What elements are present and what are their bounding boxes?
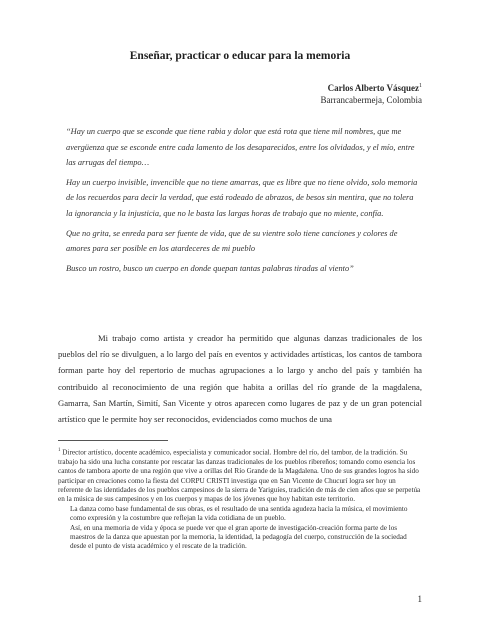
footnote-paragraph: Así, en una memoria de vida y época se puede ver que el gran aporte de investigación-creación forma parte de los maestros de la danza que apuestan por la memoria, la identidad, la pedagogía del cuerpo, construcción de la sociedad desde el punto de vista académico y el rescate de la tradición. xyxy=(70,523,407,551)
epigraph-paragraph: Que no grita, se enreda para ser fuente de vida, que de su vientre solo tiene canciones y colores de amores para ser posible en los atardeceres de mi pueblo xyxy=(66,228,398,254)
author-location: Barrancabermeja, Colombia xyxy=(320,95,422,105)
author-name-line xyxy=(321,80,422,94)
footnote-paragraph: La danza como base fundamental de sus obras, es el resultado de una sentida agudeza hacia la música, el movimiento como expresión y la costumbre que reflejan la vida cotidiana de un pueblo. xyxy=(70,504,408,523)
epigraph-paragraph: Busco un rostro, busco un cuerpo en donde quepan tantas palabras tiradas al viento” xyxy=(66,263,354,273)
footnote-separator xyxy=(58,440,168,441)
footnote-mark: 1 xyxy=(58,448,61,453)
footnote-text: Director artístico, docente académico, especialista y comunicador social. Hombre del río, del tambor, de la tradición. Su trabajo ha sido una lucha constante por rescatar las danzas tradicionales de los pueblos ribereños; tomando como esencia los cantos de tambora aporte de una región que vive a orillas del Río Grande de la Magdalena. Uno de sus grandes logros ha sido participar en creaciones como la fiesta del CORPU CRISTI investiga que en San Vicente de Chucurí logra ser hoy un referente de las identidades de los pueblos campesinos de la sierra de Yariguíes, tradición de más de cien años que se perpetúa en la música de sus campesinos y en los cuerpos y mapas de los jóvenes que hoy habitan este territorio. xyxy=(58,448,421,504)
epigraph xyxy=(66,124,418,280)
author-block xyxy=(321,80,422,106)
epigraph-paragraph: “Hay un cuerpo que se esconde que tiene rabia y dolor que está rota que tiene mil nombres, que me avergüenza que se esconde entre cada lamento de los desaparecidos, entre los olvidados, y el mío, entre las arrugas del tiempo… xyxy=(66,127,415,168)
body-paragraph: Mi trabajo como artista y creador ha permitido que algunas danzas tradicionales de los pueblos del río se divulguen, a lo largo del país en eventos y actividades artísticas, los cantos de tambora forman parte hoy del repertorio de muchas agrupaciones a lo largo y ancho del país y también ha contribuido al reconocimiento de una región que habita a orillas del río grande de la magdalena, Gamarra, San Martín, Simití, San Vicente y otros aparecen como lugares de paz y de un gran potencial artístico que le permite hoy ser reconocidos, evidenciados como muchos de una xyxy=(58,333,422,425)
author-footnote-mark: 1 xyxy=(419,83,422,89)
page-number: 1 xyxy=(417,594,422,604)
body-text xyxy=(58,330,422,427)
footnote-paragraph xyxy=(58,446,422,505)
epigraph-paragraph: Hay un cuerpo invisible, invencible que no tiene amarras, que es libre que no tiene olvido, solo memoria de los recuerdos para decir la verdad, que está rodeado de abrazos, de besos sin mentira, que no tolera la ignorancia y la injusticia, que no le basta las largas horas de trabajo que no miente, confía. xyxy=(66,177,418,218)
page-title: Enseñar, practicar o educar para la memoria xyxy=(129,50,351,62)
author-name: Carlos Alberto Vásquez xyxy=(327,83,419,93)
footnote xyxy=(58,446,422,552)
